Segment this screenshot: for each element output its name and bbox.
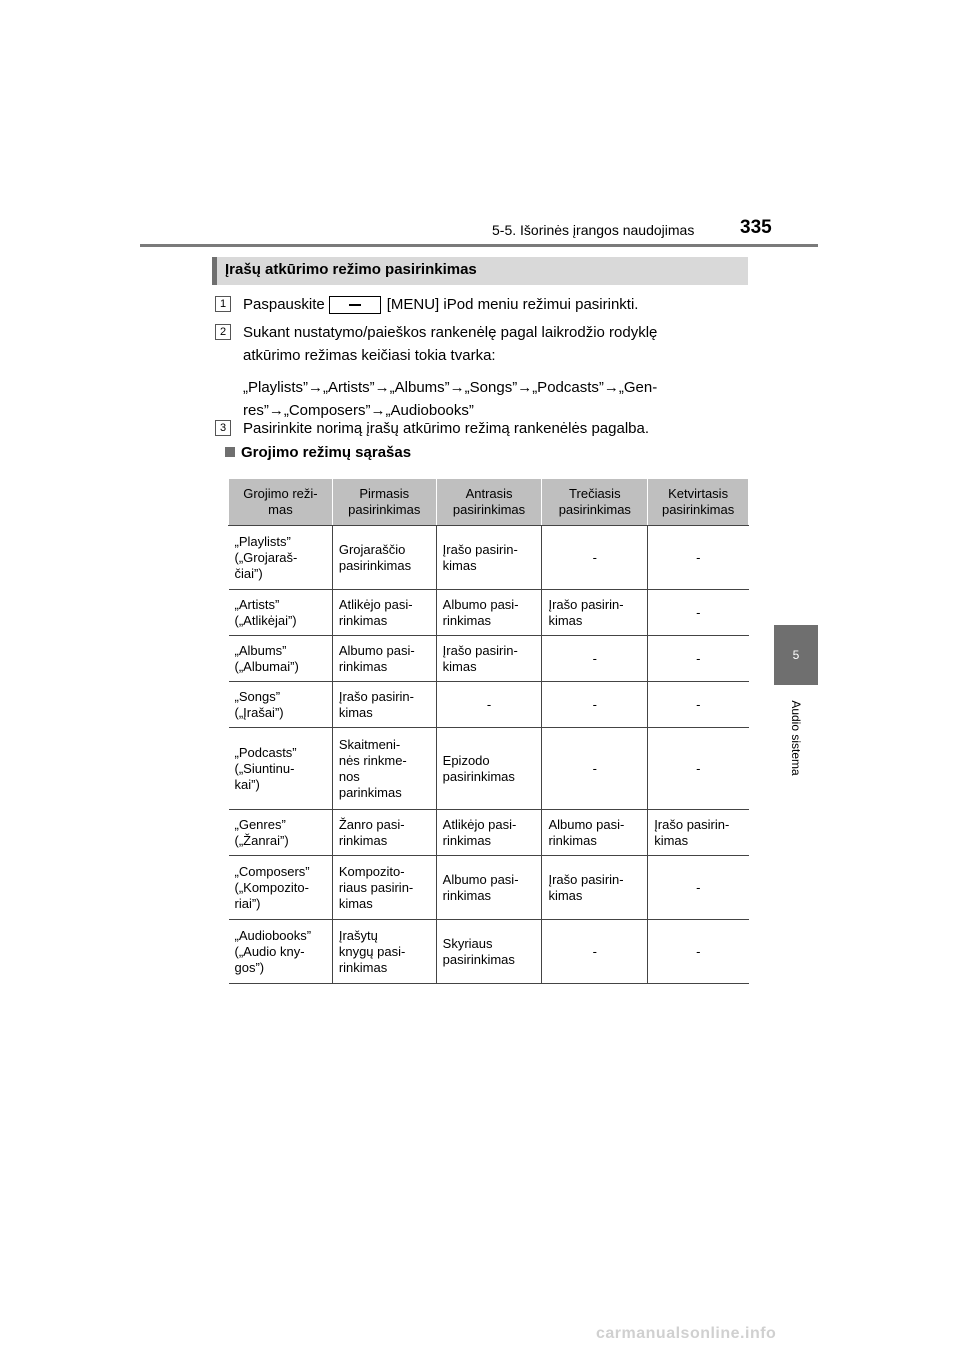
table-header-cell [332,479,436,526]
step-2-line-3: „Playlists”→„Artists”→„Albums”→„Songs”→„Podcasts”→„Gen- [243,379,658,396]
cell-line: Įrašo pasirin- [548,871,624,887]
cell-line: „Playlists” [234,533,291,549]
cell-line: („Siuntinu- [234,760,295,776]
cell-line: („Žanrai”) [234,832,289,848]
table-cell [542,920,648,984]
cell-line: rinkimas [338,658,388,674]
table-row [229,920,749,984]
cell-line: kimas [548,612,583,628]
cell-line: („Atlikėjai”) [234,612,297,628]
step-1-after: [MENU] iPod meniu režimui pasirinkti. [386,296,639,313]
cell-line: („Albumai”) [234,658,299,674]
table-cell [648,920,749,984]
cell-line: kimas [548,887,583,903]
step-number-2: 2 [215,324,231,340]
table-row [229,590,749,636]
cell-line: kimas [654,832,689,848]
cell-line: Albumo pasi- [338,642,415,658]
cell-line: („Audio kny- [234,943,305,959]
header-line: Trečiasis [569,486,621,501]
cell-line: - [696,879,701,895]
step-number-1: 1 [215,296,231,312]
table-header-row [229,479,749,526]
table-cell [229,920,333,984]
table-cell [229,728,333,810]
table-cell [229,636,333,682]
cell-line: kimas [338,704,373,720]
cell-line: riaus pasirin- [338,879,414,895]
cell-line: „Audiobooks” [234,927,312,943]
header-line: pasirinkimas [348,502,421,517]
cell-line: Įrašo pasirin- [654,816,730,832]
table-cell [542,526,648,590]
square-bullet-icon [225,447,235,457]
table-header-cell [648,479,749,526]
table-cell [229,856,333,920]
table-cell [332,920,436,984]
cell-line: Įrašo pasirin- [442,642,518,658]
cell-line: - [696,549,701,565]
table-cell [332,636,436,682]
table-cell [332,682,436,728]
table-cell [436,526,542,590]
table-cell [542,856,648,920]
cell-line: rinkimas [338,832,388,848]
cell-line: nos [338,768,360,784]
play-modes-table [228,478,749,984]
cell-line: - [486,696,492,712]
watermark: carmanualsonline.info [596,1325,777,1342]
cell-line: gos”) [234,959,265,975]
step-2-line-4: res”→„Composers”→„Audiobooks” [243,402,474,419]
table-header-cell [542,479,648,526]
cell-line: Epizodo [442,752,490,768]
cell-line: Žanro pasi- [338,816,405,832]
section-accent [212,257,217,285]
step-3-text: Pasirinkite norimą įrašų atkūrimo režimą rankenėlės pagalba. [243,420,650,437]
section-title-bar [212,257,748,285]
table-cell [436,636,542,682]
table-cell [648,590,749,636]
table-cell [542,590,648,636]
table-row [229,682,749,728]
table-row [229,856,749,920]
cell-line: riai”) [234,895,261,911]
cell-line: Įrašo pasirin- [338,688,414,704]
cell-line: rinkimas [442,832,492,848]
cell-line: - [696,943,701,959]
cell-line: „Podcasts” [234,744,297,760]
cell-line: „Songs” [234,688,281,704]
cell-line: rinkimas [338,959,388,975]
cell-line: („Kompozito- [234,879,309,895]
table-cell [648,636,749,682]
page-number: 335 [740,217,772,238]
cell-line: Atlikėjo pasi- [338,596,413,612]
cell-line: - [592,943,597,959]
chapter-tab [774,625,818,685]
cell-line: „Composers” [234,863,310,879]
cell-line: („Įrašai”) [234,704,284,720]
subheading [225,444,411,461]
section-title: Įrašų atkūrimo režimo pasirinkimas [225,261,477,278]
table-cell [332,590,436,636]
header-line: Grojimo reži- [243,486,318,501]
step-2-line-2: atkūrimo režimas keičiasi tokia tvarka: [243,347,496,364]
table-cell [436,810,542,856]
cell-line: - [592,696,597,712]
table-cell [648,810,749,856]
header-line: pasirinkimas [661,502,735,517]
table-row [229,728,749,810]
table-cell [648,728,749,810]
cell-line: pasirinkimas [338,557,412,573]
table-row [229,810,749,856]
cell-line: „Artists” [234,596,280,612]
cell-line: - [592,760,597,776]
cell-line: čiai”) [234,565,263,581]
header-rule [140,244,818,247]
cell-line: Skaitmeni- [338,736,401,752]
cell-line: pasirinkimas [442,768,515,784]
step-1-text [243,293,638,316]
table-cell [542,728,648,810]
cell-line: Albumo pasi- [442,871,519,887]
cell-line: knygų pasi- [338,943,406,959]
table-row [229,636,749,682]
cell-line: Įrašo pasirin- [442,541,518,557]
step-number-3: 3 [215,420,231,436]
cell-line: rinkimas [338,612,388,628]
table-cell [229,810,333,856]
cell-line: Grojaraščio [338,541,406,557]
cell-line: Kompozito- [338,863,405,879]
cell-line: („Grojaraš- [234,549,298,565]
cell-line: nės rinkme- [338,752,407,768]
cell-line: Skyriaus [442,935,493,951]
cell-line: - [696,650,701,666]
table-cell [229,526,333,590]
table-cell [648,682,749,728]
table-cell [332,810,436,856]
cell-line: kai”) [234,776,260,792]
step-2-text [243,321,657,422]
table-header-cell [436,479,542,526]
cell-line: - [696,604,701,620]
cell-line: - [592,650,597,666]
table-cell [229,590,333,636]
table-cell [436,728,542,810]
menu-button-icon [329,296,381,314]
cell-line: Įrašo pasirin- [548,596,624,612]
cell-line: Atlikėjo pasi- [442,816,517,832]
table-cell [542,682,648,728]
header-section-title: 5-5. Išorinės įrangos naudojimas [492,222,695,238]
cell-line: pasirinkimas [442,951,515,967]
chapter-title: Audio sistema [789,700,803,776]
cell-line: rinkimas [442,612,492,628]
table-cell [542,810,648,856]
cell-line: Įrašytų [338,927,378,943]
header-line: pasirinkimas [452,502,526,517]
table-cell [648,856,749,920]
cell-line: kimas [442,658,477,674]
cell-line: - [696,760,701,776]
table-cell [332,856,436,920]
cell-line: rinkimas [548,832,597,848]
step-2-line-1: Sukant nustatymo/paieškos rankenėlę pagal laikrodžio rodyklę [243,324,658,341]
header-line: pasirinkimas [558,502,631,517]
cell-line: Albumo pasi- [548,816,625,832]
cell-line: Albumo pasi- [442,596,519,612]
cell-line: parinkimas [338,784,402,800]
table-cell [436,590,542,636]
header-line: Antrasis [465,486,513,501]
table-cell [436,682,542,728]
cell-line: - [696,696,701,712]
table-cell [332,728,436,810]
cell-line: kimas [338,895,373,911]
cell-line: „Genres” [234,816,286,832]
table-cell [436,856,542,920]
header-line: Ketvirtasis [668,486,729,501]
cell-line: kimas [442,557,477,573]
table-cell [229,682,333,728]
chapter-number: 5 [792,648,800,662]
step-1-before: Paspauskite [243,296,325,313]
subheading-text: Grojimo režimų sąrašas [241,444,412,461]
table-cell [332,526,436,590]
cell-line: „Albums” [234,642,287,658]
table-header-cell [229,479,333,526]
header-line: mas [268,502,293,517]
table-cell [436,920,542,984]
table-cell [648,526,749,590]
cell-line: - [592,549,597,565]
table-cell [542,636,648,682]
table-row [229,526,749,590]
cell-line: rinkimas [442,887,492,903]
table-body [229,526,749,984]
header-line: Pirmasis [359,486,410,501]
